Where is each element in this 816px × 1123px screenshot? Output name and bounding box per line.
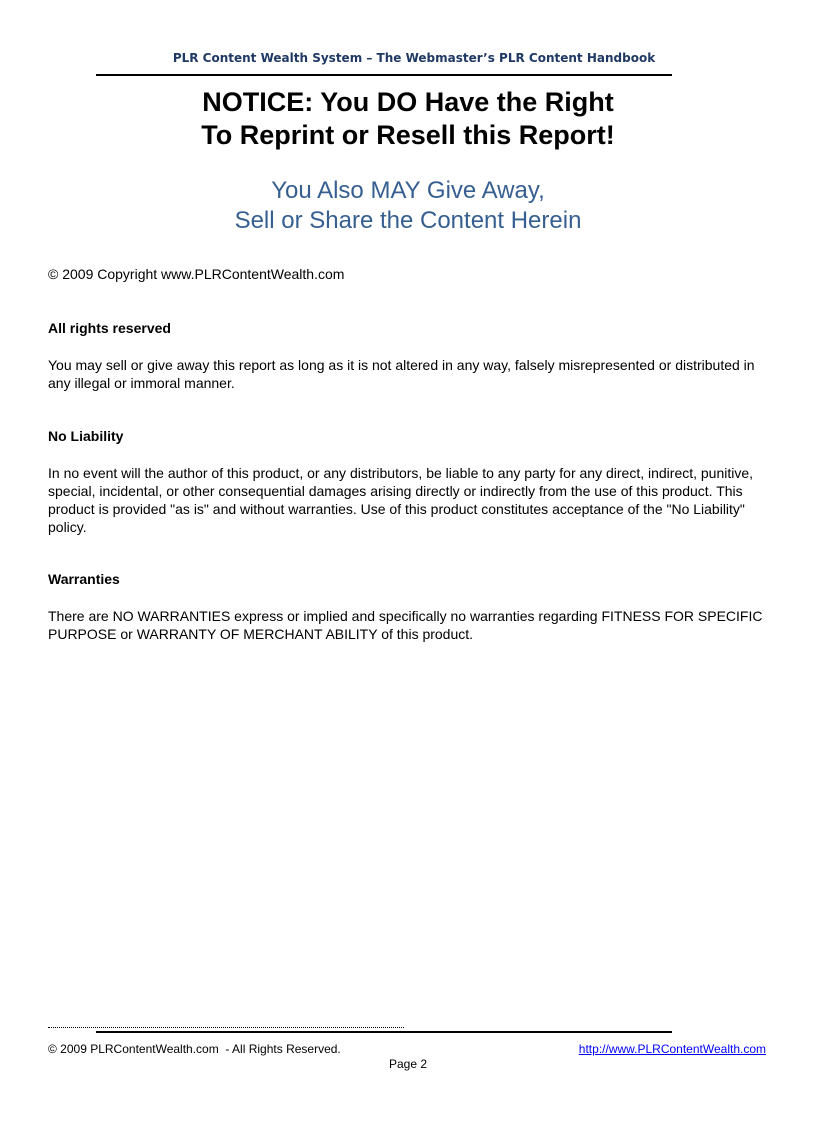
header-divider xyxy=(96,74,672,76)
notice-line-2: To Reprint or Resell this Report! xyxy=(201,120,615,150)
running-header: PLR Content Wealth System – The Webmaster’s PLR Content Handbook xyxy=(172,51,656,65)
footer-dotted-line xyxy=(48,1027,404,1028)
section-heading-warranties: Warranties xyxy=(48,571,120,587)
section-body-rights: You may sell or give away this report as long as it is not altered in any way, falsely misrepresented or distributed in any illegal or immoral manner. xyxy=(48,357,755,391)
section-heading-rights: All rights reserved xyxy=(48,320,171,336)
section-body-liability: In no event will the author of this product, or any distributors, be liable to any party for any direct, indirect, punitive, special, incidental, or other consequential damages arising directly or indirectly from the use of this product. This product is provided "as is" and without warranties. Use of this product constitutes acceptance of the "No Liability" policy. xyxy=(48,465,754,535)
subtitle-line-2: Sell or Share the Content Herein xyxy=(234,207,582,234)
notice-line-1: NOTICE: You DO Have the Right xyxy=(202,87,614,117)
subtitle-line-1: You Also MAY Give Away, xyxy=(271,177,545,204)
page-number: Page 2 xyxy=(388,1057,428,1071)
footer-divider xyxy=(96,1031,672,1033)
subtitle-heading xyxy=(0,176,816,236)
copyright-notice: © 2009 Copyright www.PLRContentWealth.com xyxy=(48,266,345,282)
footer-website-link[interactable]: http://www.PLRContentWealth.com xyxy=(578,1042,766,1056)
section-heading-liability: No Liability xyxy=(48,428,124,444)
notice-heading xyxy=(0,86,816,152)
footer-copyright: © 2009 PLRContentWealth.com - All Rights Reserved. xyxy=(48,1042,341,1056)
section-body-warranties: There are NO WARRANTIES express or implied and specifically no warranties regarding FITNESS FOR SPECIFIC PURPOSE or WARRANTY OF MERCHANT ABILITY of this product. xyxy=(48,608,763,642)
